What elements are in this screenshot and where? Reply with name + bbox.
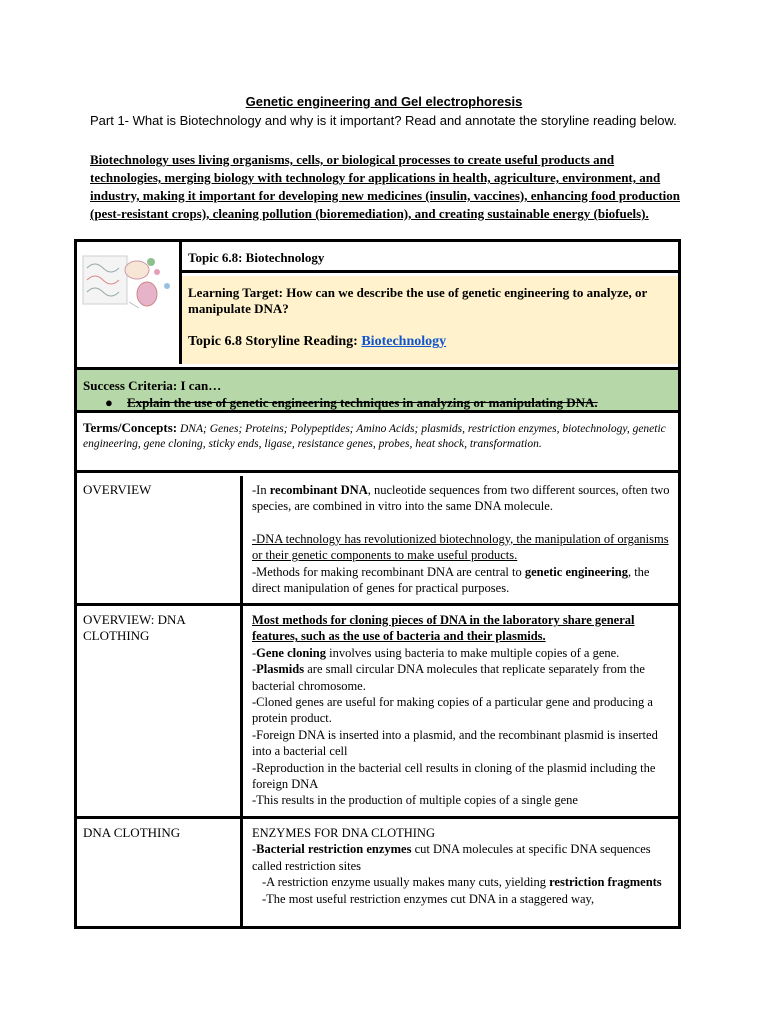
- terms-list: DNA; Genes; Proteins; Polypeptides; Amino Acids; plasmids, restriction enzymes, biotechnology, genetic engineering, gene cloning, sticky ends, ligase, resistance genes, probes, heat shock, transformation.: [83, 423, 666, 450]
- biotech-diagram-image: [77, 242, 179, 364]
- table-row: [77, 819, 678, 926]
- lead-paragraph: Most methods for cloning pieces of DNA in the laboratory share general features, such as the use of bacteria and their plasmids.: [252, 613, 635, 644]
- list-line: -Cloned genes are useful for making copies of a particular gene and producing a protein product.: [252, 695, 653, 726]
- bold-term: recombinant DNA: [269, 483, 368, 497]
- list-line: -This results in the production of multiple copies of a single gene: [252, 793, 578, 808]
- row-content: ENZYMES FOR DNA CLOTHING -Bacterial restriction enzymes cut DNA molecules at specific DNA sequences called restriction sites -A restriction enzyme usually makes many cuts, yielding restriction fragments -The most useful restriction enzymes cut DNA in a staggered way,: [246, 819, 678, 907]
- bold-term: Plasmids: [256, 662, 305, 677]
- row-content: Most methods for cloning pieces of DNA in the laboratory share general features, such as the use of bacteria and their plasmids. -Gene cloning involves using bacteria to make multiple copies of a gene. -Plasmids are small circular DNA molecules that replicate separately from the bacterial chromosome. -Cloned genes are useful for making copies of a particular gene and producing a protein product. -Foreign DNA is inserted into a plasmid, and the recombinant plasmid is inserted into a bacterial cell -Reproduction in the bacterial cell results in cloning of the plasmid including the foreign DNA -This results in the production of multiple copies of a single gene: [246, 606, 678, 809]
- topic-thumbnail: [77, 242, 182, 364]
- text-span: -Methods for making recombinant DNA are central to: [252, 564, 525, 579]
- biotech-summary: Biotechnology uses living organisms, cells, or biological processes to create useful products and technologies, merging biology with technology for applications in health, agriculture, environment, and industry, making it important for developing new medicines (insulin, vaccines), enhancing food production (pest-resistant crops), cleaning pollution (bioremediation), and creating sustainable energy (biofuels).: [90, 152, 681, 221]
- intro-text: Part 1- What is Biotechnology and why is it important? Read and annotate the storyline reading below.: [90, 113, 677, 128]
- criteria-title: Success Criteria: I can…: [83, 378, 222, 393]
- list-line: -The most useful restriction enzymes cut DNA in a staggered way,: [262, 891, 595, 906]
- table-row: [77, 606, 678, 819]
- storyline-reading: [188, 333, 672, 351]
- table-row: [77, 476, 678, 606]
- text-span: -In: [252, 483, 270, 497]
- row-content: [246, 476, 678, 596]
- text-span: , the direct manipulation of genes for practical purposes.: [252, 564, 650, 596]
- text-span: involves using bacteria to make multiple copies of a gene.: [325, 645, 620, 660]
- storyline-label: Topic 6.8 Storyline Reading:: [188, 334, 362, 349]
- text-span: -A restriction enzyme usually makes many cuts, yielding: [262, 875, 550, 890]
- success-criteria: [77, 367, 678, 413]
- list-line: ENZYMES FOR DNA CLOTHING: [252, 826, 435, 840]
- list-line: -Reproduction in the bacterial cell results in cloning of the plasmid including the foreign DNA: [252, 760, 656, 792]
- bold-term: Gene cloning: [256, 645, 326, 660]
- bold-term: Bacterial restriction enzymes: [256, 842, 412, 857]
- bold-term: genetic engineering: [524, 564, 628, 579]
- row-heading: OVERVIEW: [77, 476, 243, 603]
- underlined-paragraph: -DNA technology has revolutionized biotechnology, the manipulation of organisms or their genetic components to make useful products.: [252, 531, 669, 563]
- lesson-table: [74, 239, 681, 929]
- topic-heading: Topic 6.8: Biotechnology: [182, 242, 678, 273]
- row-heading: OVERVIEW: DNA CLOTHING: [77, 606, 243, 816]
- list-line: -Foreign DNA is inserted into a plasmid, and the recombinant plasmid is inserted into a bacterial cell: [252, 727, 658, 759]
- biotechnology-link[interactable]: Biotechnology: [361, 334, 447, 349]
- bullet-icon: ●: [105, 395, 113, 410]
- row-heading: DNA CLOTHING: [77, 819, 243, 926]
- text-span: , nucleotide sequences from two different sources, often two species, are combined in vitro into the same DNA molecule.: [252, 483, 670, 514]
- text-span: are small circular DNA molecules that replicate separately from the bacterial chromosome.: [252, 662, 645, 693]
- terms-label: Terms/Concepts:: [83, 420, 178, 435]
- criteria-item: [105, 395, 672, 411]
- learning-target-cell: [182, 276, 678, 364]
- learning-target: Learning Target: How can we describe the use of genetic engineering to analyze, or manipulate DNA?: [188, 285, 648, 316]
- criteria-item-text: Explain the use of genetic engineering techniques in analyzing or manipulating DNA.: [127, 395, 598, 410]
- terms-concepts: [77, 413, 678, 473]
- document-title: Genetic engineering and Gel electrophoresis: [245, 94, 523, 109]
- text-span: cut DNA molecules at specific DNA sequences called restriction sites: [252, 842, 651, 873]
- bold-term: restriction fragments: [549, 875, 662, 890]
